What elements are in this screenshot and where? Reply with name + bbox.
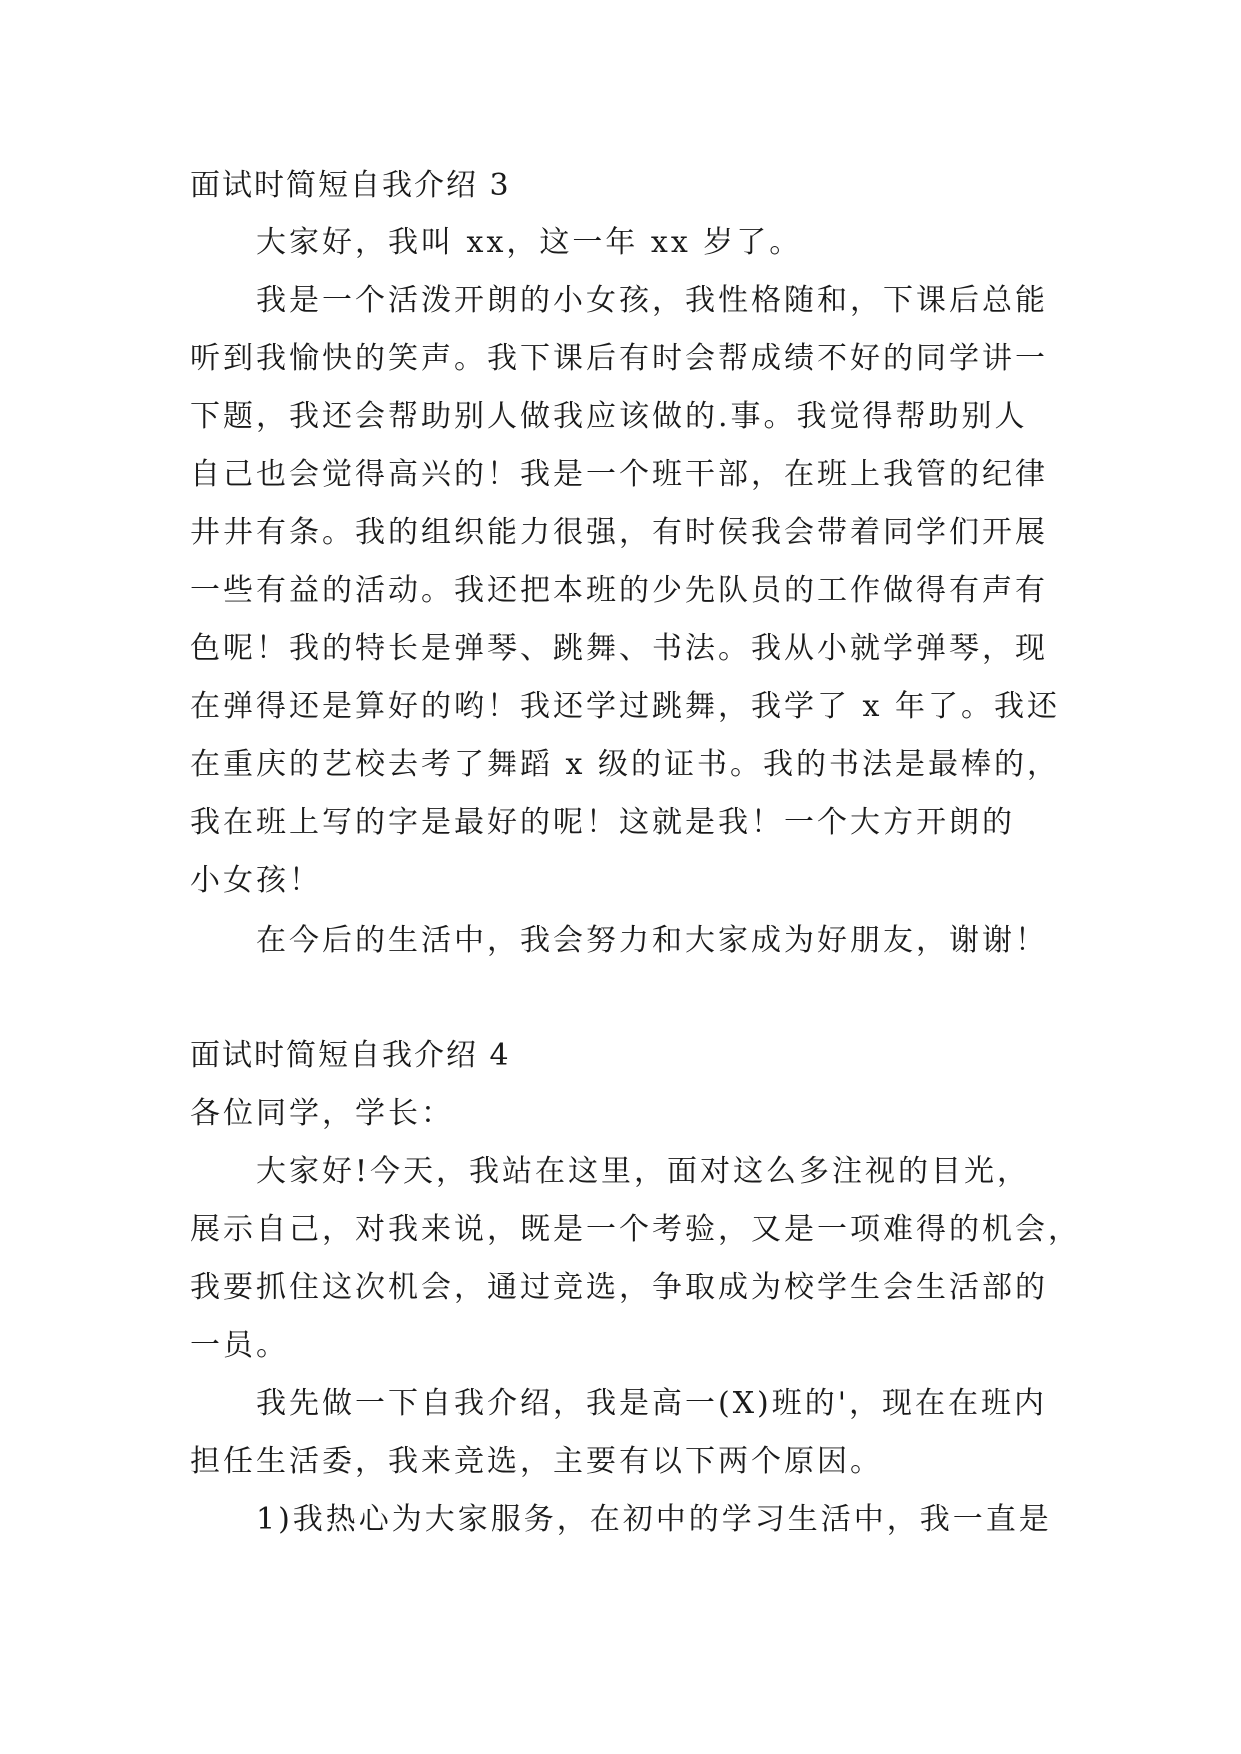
paragraph-line: 我先做一下自我介绍，我是高一(X)班的'，现在在班内 (256, 1386, 1048, 1421)
paragraph-line: 展示自己，对我来说，既是一个考验，又是一项难得的机会， (190, 1212, 1081, 1247)
section-heading: 面试时简短自我介绍 4 (190, 1038, 511, 1073)
paragraph-line: 大家好!今天，我站在这里，面对这么多注视的目光， (256, 1154, 1031, 1189)
paragraph-line: 井井有条。我的组织能力很强，有时侯我会带着同学们开展 (190, 515, 1048, 550)
paragraph-line: 我在班上写的字是最好的呢！这就是我！一个大方开朗的 (190, 805, 1015, 840)
paragraph-line: 色呢！我的特长是弹琴、跳舞、书法。我从小就学弹琴，现 (190, 631, 1048, 666)
paragraph-line: 大家好，我叫 xx，这一年 xx 岁了。 (256, 225, 803, 260)
paragraph-line: 一员。 (190, 1328, 289, 1363)
paragraph-line: 在今后的生活中，我会努力和大家成为好朋友，谢谢！ (256, 923, 1048, 958)
paragraph-line: 在弹得还是算好的哟！我还学过跳舞，我学了 x 年了。我还 (190, 689, 1060, 724)
paragraph-line: 自己也会觉得高兴的！我是一个班干部，在班上我管的纪律 (190, 457, 1048, 492)
paragraph-line: 我要抓住这次机会，通过竞选，争取成为校学生会生活部的 (190, 1270, 1048, 1305)
paragraph-line: 我是一个活泼开朗的小女孩，我性格随和，下课后总能 (256, 283, 1048, 318)
paragraph-line: 担任生活委，我来竞选，主要有以下两个原因。 (190, 1444, 883, 1479)
paragraph-line: 听到我愉快的笑声。我下课后有时会帮成绩不好的同学讲一 (190, 341, 1048, 376)
salutation-line: 各位同学，学长： (190, 1096, 454, 1131)
paragraph-line: 在重庆的艺校去考了舞蹈 x 级的证书。我的书法是最棒的， (190, 747, 1060, 782)
paragraph-line: 下题，我还会帮助别人做我应该做的.事。我觉得帮助别人 (190, 399, 1028, 434)
paragraph-line: 1)我热心为大家服务，在初中的学习生活中，我一直是 (256, 1502, 1052, 1537)
paragraph-line: 小女孩！ (190, 863, 322, 898)
paragraph-line: 一些有益的活动。我还把本班的少先队员的工作做得有声有 (190, 573, 1048, 608)
section-heading: 面试时简短自我介绍 3 (190, 168, 511, 203)
